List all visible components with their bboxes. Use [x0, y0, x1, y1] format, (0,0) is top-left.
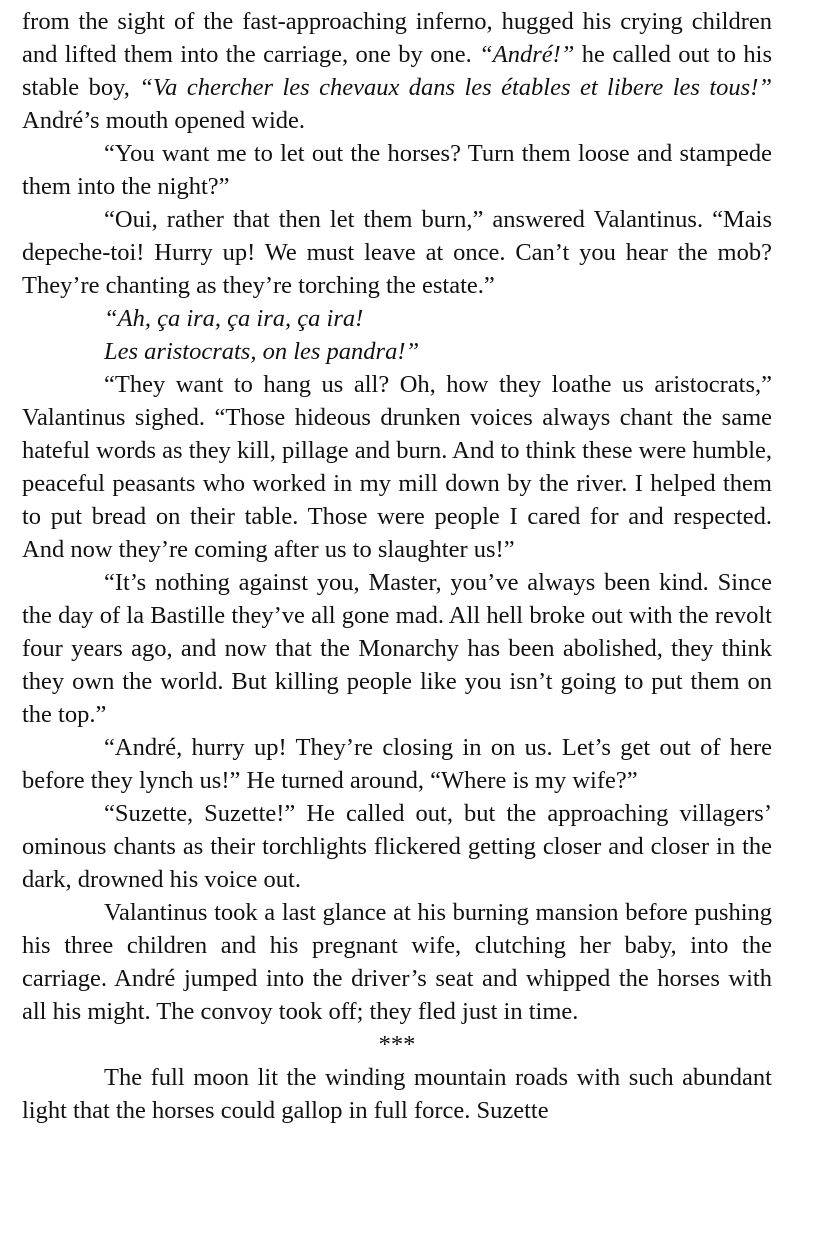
paragraph-8: Valantinus took a last glance at his burning mansion before pushing his three children and his pregnant wife, clutching her baby, into the carriage. André jumped into the driver’s seat and whipped the horses with all his might. The convoy took off; they fled just in time. [22, 899, 772, 1025]
paragraph-1-quote-andre: “André!” [479, 41, 575, 68]
paragraph-4: “They want to hang us all? Oh, how they loathe us aristocrats,” Valantinus sighed. “Those hideous drunken voices always chant the same hateful words as they kill, pillage and burn. And to think these were humble, peaceful peasants who worked in my mill down by the river. I helped them to put bread on their table. Those were people I cared for and respected. And now they’re coming after us to slaughter us!” [22, 371, 772, 563]
paragraph-1-text-a: from the sight of the fast-approaching inferno, hugged his crying children and lifted them into the carriage, one by one. [22, 8, 772, 68]
verse-line-2: Les aristocrats, on les pandra!” [104, 338, 420, 365]
paragraph-1 [22, 5, 772, 137]
book-page [22, 5, 772, 1127]
paragraph-1-french-command: “Va chercher les chevaux dans les étables et libere les tous!” [139, 74, 772, 101]
verse-line-1: “Ah, ça ira, ça ira, ça ira! [104, 305, 364, 332]
paragraph-5: “It’s nothing against you, Master, you’ve always been kind. Since the day of la Bastille they’ve all gone mad. All hell broke out with the revolt four years ago, and now that the Monarchy has been abolished, they think they own the world. But killing people like you isn’t going to put them on the top.” [22, 569, 772, 728]
paragraph-9: The full moon lit the winding mountain roads with such abundant light that the horses could gallop in full force. Suzette [22, 1064, 772, 1124]
paragraph-3: “Oui, rather that then let them burn,” answered Valantinus. “Mais depeche-toi! Hurry up! We must leave at once. Can’t you hear the mob? They’re chanting as they’re torching the estate.” [22, 206, 772, 299]
paragraph-1-text-c: he called out to his stable boy, [22, 41, 772, 101]
paragraph-7: “Suzette, Suzette!” He called out, but the approaching villagers’ ominous chants as their torchlights flickered getting closer and closer in the dark, drowned his voice out. [22, 800, 772, 893]
paragraph-2: “You want me to let out the horses? Turn them loose and stampede them into the night?” [22, 140, 772, 200]
paragraph-6: “André, hurry up! They’re closing in on us. Let’s get out of here before they lynch us!” He turned around, “Where is my wife?” [22, 734, 772, 794]
paragraph-1-text-e: André’s mouth opened wide. [22, 107, 306, 134]
section-separator: *** [378, 1031, 416, 1058]
